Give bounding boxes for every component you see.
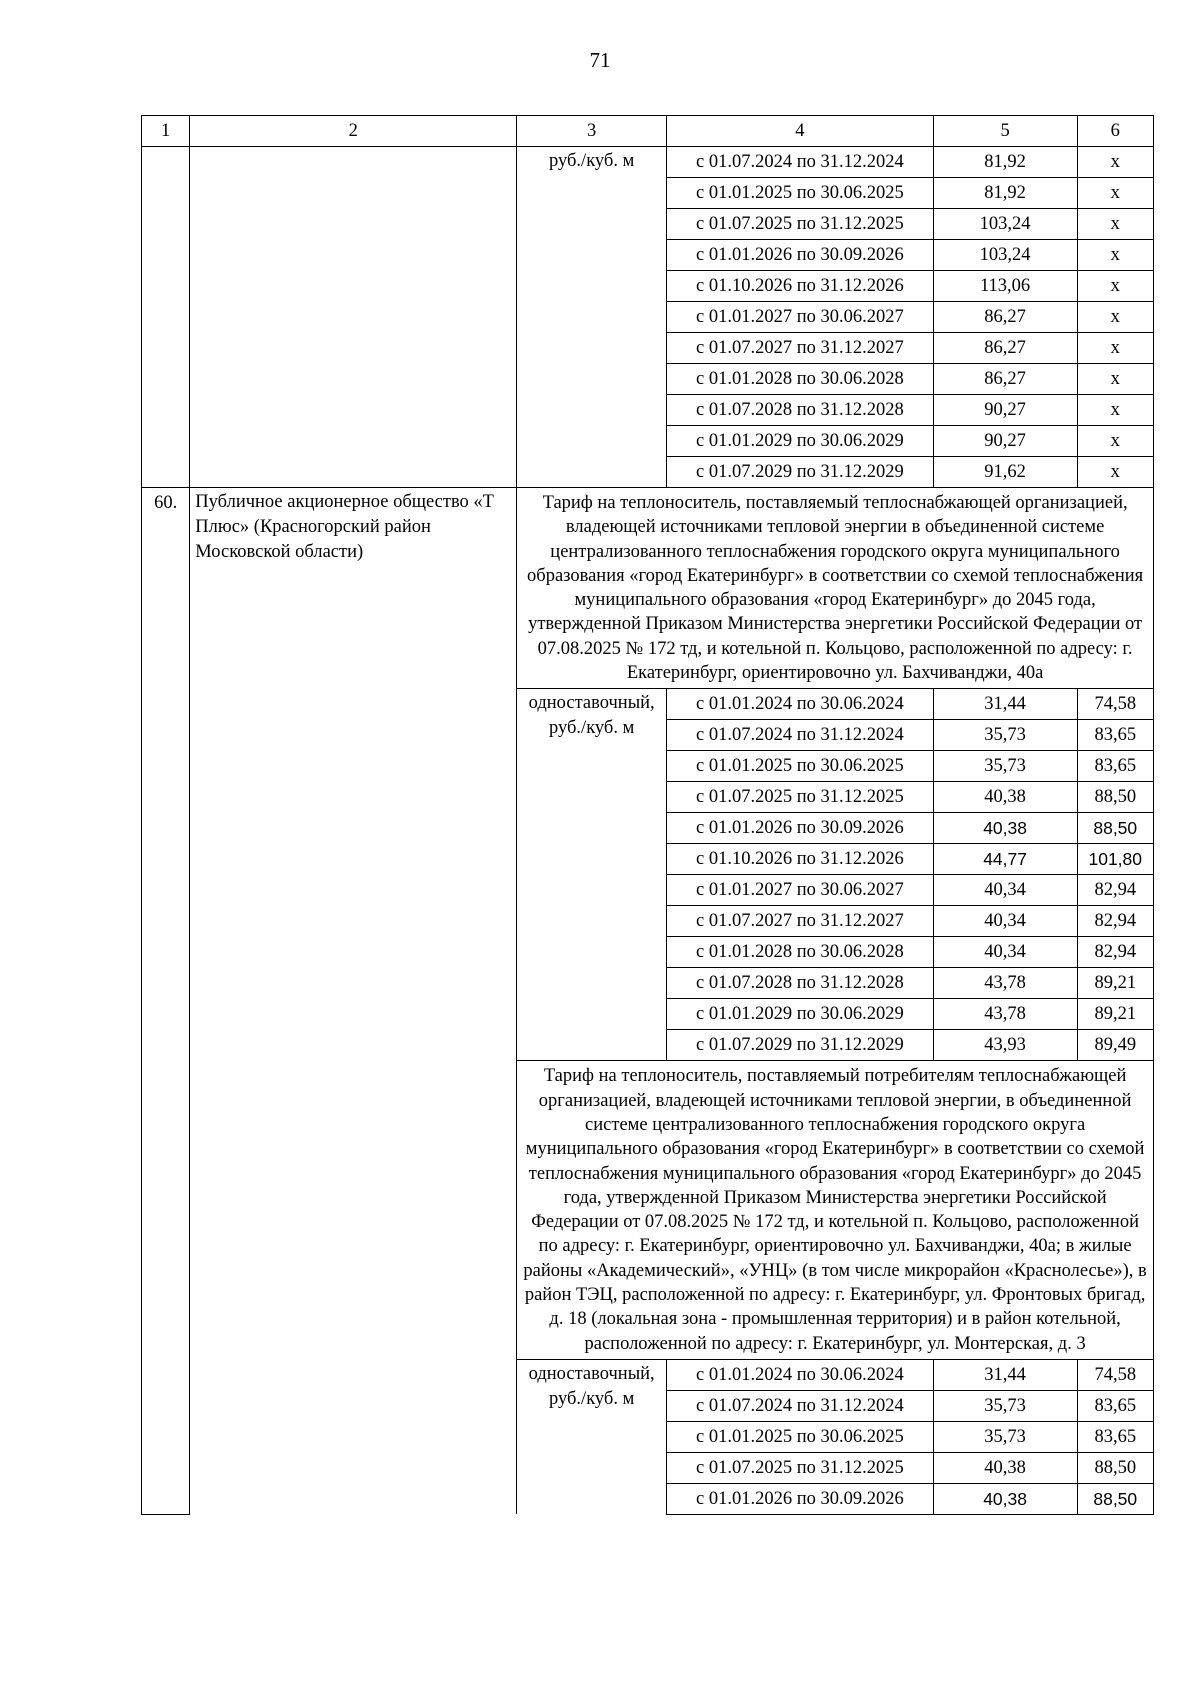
- value-cell: 31,44: [933, 1359, 1077, 1390]
- value-cell: 43,78: [933, 999, 1077, 1030]
- tariff-table: [141, 115, 1154, 1515]
- period-cell: с 01.10.2026 по 31.12.2026: [667, 271, 934, 302]
- period-cell: с 01.07.2029 по 31.12.2029: [667, 1030, 934, 1061]
- value-cell: 35,73: [933, 751, 1077, 782]
- value-cell: 35,73: [933, 1390, 1077, 1421]
- value2-cell: 88,50: [1077, 1452, 1153, 1483]
- value2-cell: х: [1077, 395, 1153, 426]
- value2-cell: 83,65: [1077, 751, 1153, 782]
- page-number: 71: [589, 48, 611, 72]
- period-cell: с 01.10.2026 по 31.12.2026: [667, 844, 934, 875]
- period-cell: с 01.01.2024 по 30.06.2024: [667, 689, 934, 720]
- period-cell: с 01.01.2025 по 30.06.2025: [667, 751, 934, 782]
- period-cell: с 01.07.2029 по 31.12.2029: [667, 457, 934, 488]
- value2-cell: х: [1077, 240, 1153, 271]
- value-cell: 113,06: [933, 271, 1077, 302]
- value-cell: 44,77: [933, 844, 1077, 875]
- period-cell: с 01.07.2024 по 31.12.2024: [667, 720, 934, 751]
- column-header-2: 2: [190, 116, 517, 147]
- value-cell: 81,92: [933, 178, 1077, 209]
- value-cell: 40,38: [933, 1452, 1077, 1483]
- section-description: Тариф на теплоноситель, поставляемый потребителям теплоснабжающей организацией, владеющей источниками тепловой энергии, в объединенной системе централизованного теплоснабжения городского округа муниципального образования «город Екатеринбург» в соответствии со схемой теплоснабжения муниципального образования «город Екатеринбург» до 2045 года, утвержденной Приказом Министерства энергетики Российской Федерации от 07.08.2025 № 172 тд, и котельной п. Кольцово, расположенной по адресу: г. Екатеринбург, ориентировочно ул. Бахчиванджи, 40а; в жилые районы «Академический», «УНЦ» (в том числе микрорайон «Краснолесье»), в район ТЭЦ, расположенной по адресу: г. Екатеринбург, ул. Фронтовых бригад, д. 18 (локальная зона - промышленная территория) и в район котельной, расположенной по адресу: г. Екатеринбург, ул. Монтерская, д. 3: [517, 1061, 1154, 1360]
- period-cell: с 01.01.2025 по 30.06.2025: [667, 1421, 934, 1452]
- value2-cell: 74,58: [1077, 689, 1153, 720]
- value-cell: 43,93: [933, 1030, 1077, 1061]
- period-cell: с 01.07.2028 по 31.12.2028: [667, 395, 934, 426]
- value2-cell: 82,94: [1077, 937, 1153, 968]
- value2-cell: 82,94: [1077, 906, 1153, 937]
- section-description: Тариф на теплоноситель, поставляемый теплоснабжающей организацией, владеющей источниками тепловой энергии в объединенной системе централизованного теплоснабжения городского округа муниципального образования «город Екатеринбург» в соответствии со схемой теплоснабжения муниципального образования «город Екатеринбург» до 2045 года, утвержденной Приказом Министерства энергетики Российской Федерации от 07.08.2025 № 172 тд, и котельной п. Кольцово, расположенной по адресу: г. Екатеринбург, ориентировочно ул. Бахчиванджи, 40а: [517, 488, 1154, 689]
- period-cell: с 01.01.2029 по 30.06.2029: [667, 999, 934, 1030]
- value2-cell: х: [1077, 364, 1153, 395]
- column-header-5: 5: [933, 116, 1077, 147]
- value-cell: 40,38: [933, 1483, 1077, 1514]
- row-number-cell: [142, 147, 190, 488]
- unit-cell: одноставочный, руб./куб. м: [517, 1359, 667, 1514]
- value-cell: 91,62: [933, 457, 1077, 488]
- value-cell: 90,27: [933, 395, 1077, 426]
- value-cell: 31,44: [933, 689, 1077, 720]
- header-row: [142, 116, 1154, 147]
- period-cell: с 01.01.2028 по 30.06.2028: [667, 937, 934, 968]
- value-cell: 86,27: [933, 302, 1077, 333]
- value2-cell: 101,80: [1077, 844, 1153, 875]
- value2-cell: 89,49: [1077, 1030, 1153, 1061]
- value-cell: 86,27: [933, 333, 1077, 364]
- value2-cell: 83,65: [1077, 1421, 1153, 1452]
- period-cell: с 01.07.2024 по 31.12.2024: [667, 147, 934, 178]
- column-header-3: 3: [517, 116, 667, 147]
- value2-cell: х: [1077, 302, 1153, 333]
- period-cell: с 01.07.2027 по 31.12.2027: [667, 333, 934, 364]
- value-cell: 40,34: [933, 937, 1077, 968]
- table-row: [142, 147, 1154, 178]
- column-header-1: 1: [142, 116, 190, 147]
- value2-cell: х: [1077, 147, 1153, 178]
- value-cell: 81,92: [933, 147, 1077, 178]
- value-cell: 35,73: [933, 720, 1077, 751]
- period-cell: с 01.07.2027 по 31.12.2027: [667, 906, 934, 937]
- value-cell: 103,24: [933, 240, 1077, 271]
- period-cell: с 01.01.2026 по 30.09.2026: [667, 813, 934, 844]
- value2-cell: х: [1077, 333, 1153, 364]
- period-cell: с 01.01.2026 по 30.09.2026: [667, 1483, 934, 1514]
- period-cell: с 01.01.2027 по 30.06.2027: [667, 302, 934, 333]
- period-cell: с 01.01.2029 по 30.06.2029: [667, 426, 934, 457]
- value2-cell: 89,21: [1077, 999, 1153, 1030]
- section-description-row: [142, 488, 1154, 689]
- value2-cell: х: [1077, 209, 1153, 240]
- value2-cell: х: [1077, 426, 1153, 457]
- value-cell: 86,27: [933, 364, 1077, 395]
- value-cell: 103,24: [933, 209, 1077, 240]
- organization-cell: Публичное акционерное общество «Т Плюс» (Красногорский район Московской области): [190, 488, 517, 1515]
- period-cell: с 01.01.2025 по 30.06.2025: [667, 178, 934, 209]
- period-cell: с 01.07.2024 по 31.12.2024: [667, 1390, 934, 1421]
- organization-cell: [190, 147, 517, 488]
- value-cell: 40,38: [933, 813, 1077, 844]
- value-cell: 43,78: [933, 968, 1077, 999]
- row-number-cell: 60.: [142, 488, 190, 1515]
- value2-cell: 88,50: [1077, 1483, 1153, 1514]
- period-cell: с 01.01.2028 по 30.06.2028: [667, 364, 934, 395]
- period-cell: с 01.01.2027 по 30.06.2027: [667, 875, 934, 906]
- value2-cell: х: [1077, 178, 1153, 209]
- period-cell: с 01.07.2025 по 31.12.2025: [667, 209, 934, 240]
- value-cell: 40,38: [933, 782, 1077, 813]
- value2-cell: 83,65: [1077, 720, 1153, 751]
- column-header-4: 4: [667, 116, 934, 147]
- period-cell: с 01.07.2025 по 31.12.2025: [667, 1452, 934, 1483]
- column-header-6: 6: [1077, 116, 1153, 147]
- value2-cell: 88,50: [1077, 813, 1153, 844]
- value-cell: 35,73: [933, 1421, 1077, 1452]
- unit-cell: руб./куб. м: [517, 147, 667, 488]
- period-cell: с 01.01.2026 по 30.09.2026: [667, 240, 934, 271]
- value2-cell: 89,21: [1077, 968, 1153, 999]
- value2-cell: 74,58: [1077, 1359, 1153, 1390]
- value-cell: 40,34: [933, 906, 1077, 937]
- value2-cell: 82,94: [1077, 875, 1153, 906]
- value-cell: 40,34: [933, 875, 1077, 906]
- value2-cell: 83,65: [1077, 1390, 1153, 1421]
- unit-cell: одноставочный, руб./куб. м: [517, 689, 667, 1061]
- value2-cell: 88,50: [1077, 782, 1153, 813]
- value-cell: 90,27: [933, 426, 1077, 457]
- period-cell: с 01.07.2028 по 31.12.2028: [667, 968, 934, 999]
- period-cell: с 01.01.2024 по 30.06.2024: [667, 1359, 934, 1390]
- value2-cell: х: [1077, 457, 1153, 488]
- value2-cell: х: [1077, 271, 1153, 302]
- period-cell: с 01.07.2025 по 31.12.2025: [667, 782, 934, 813]
